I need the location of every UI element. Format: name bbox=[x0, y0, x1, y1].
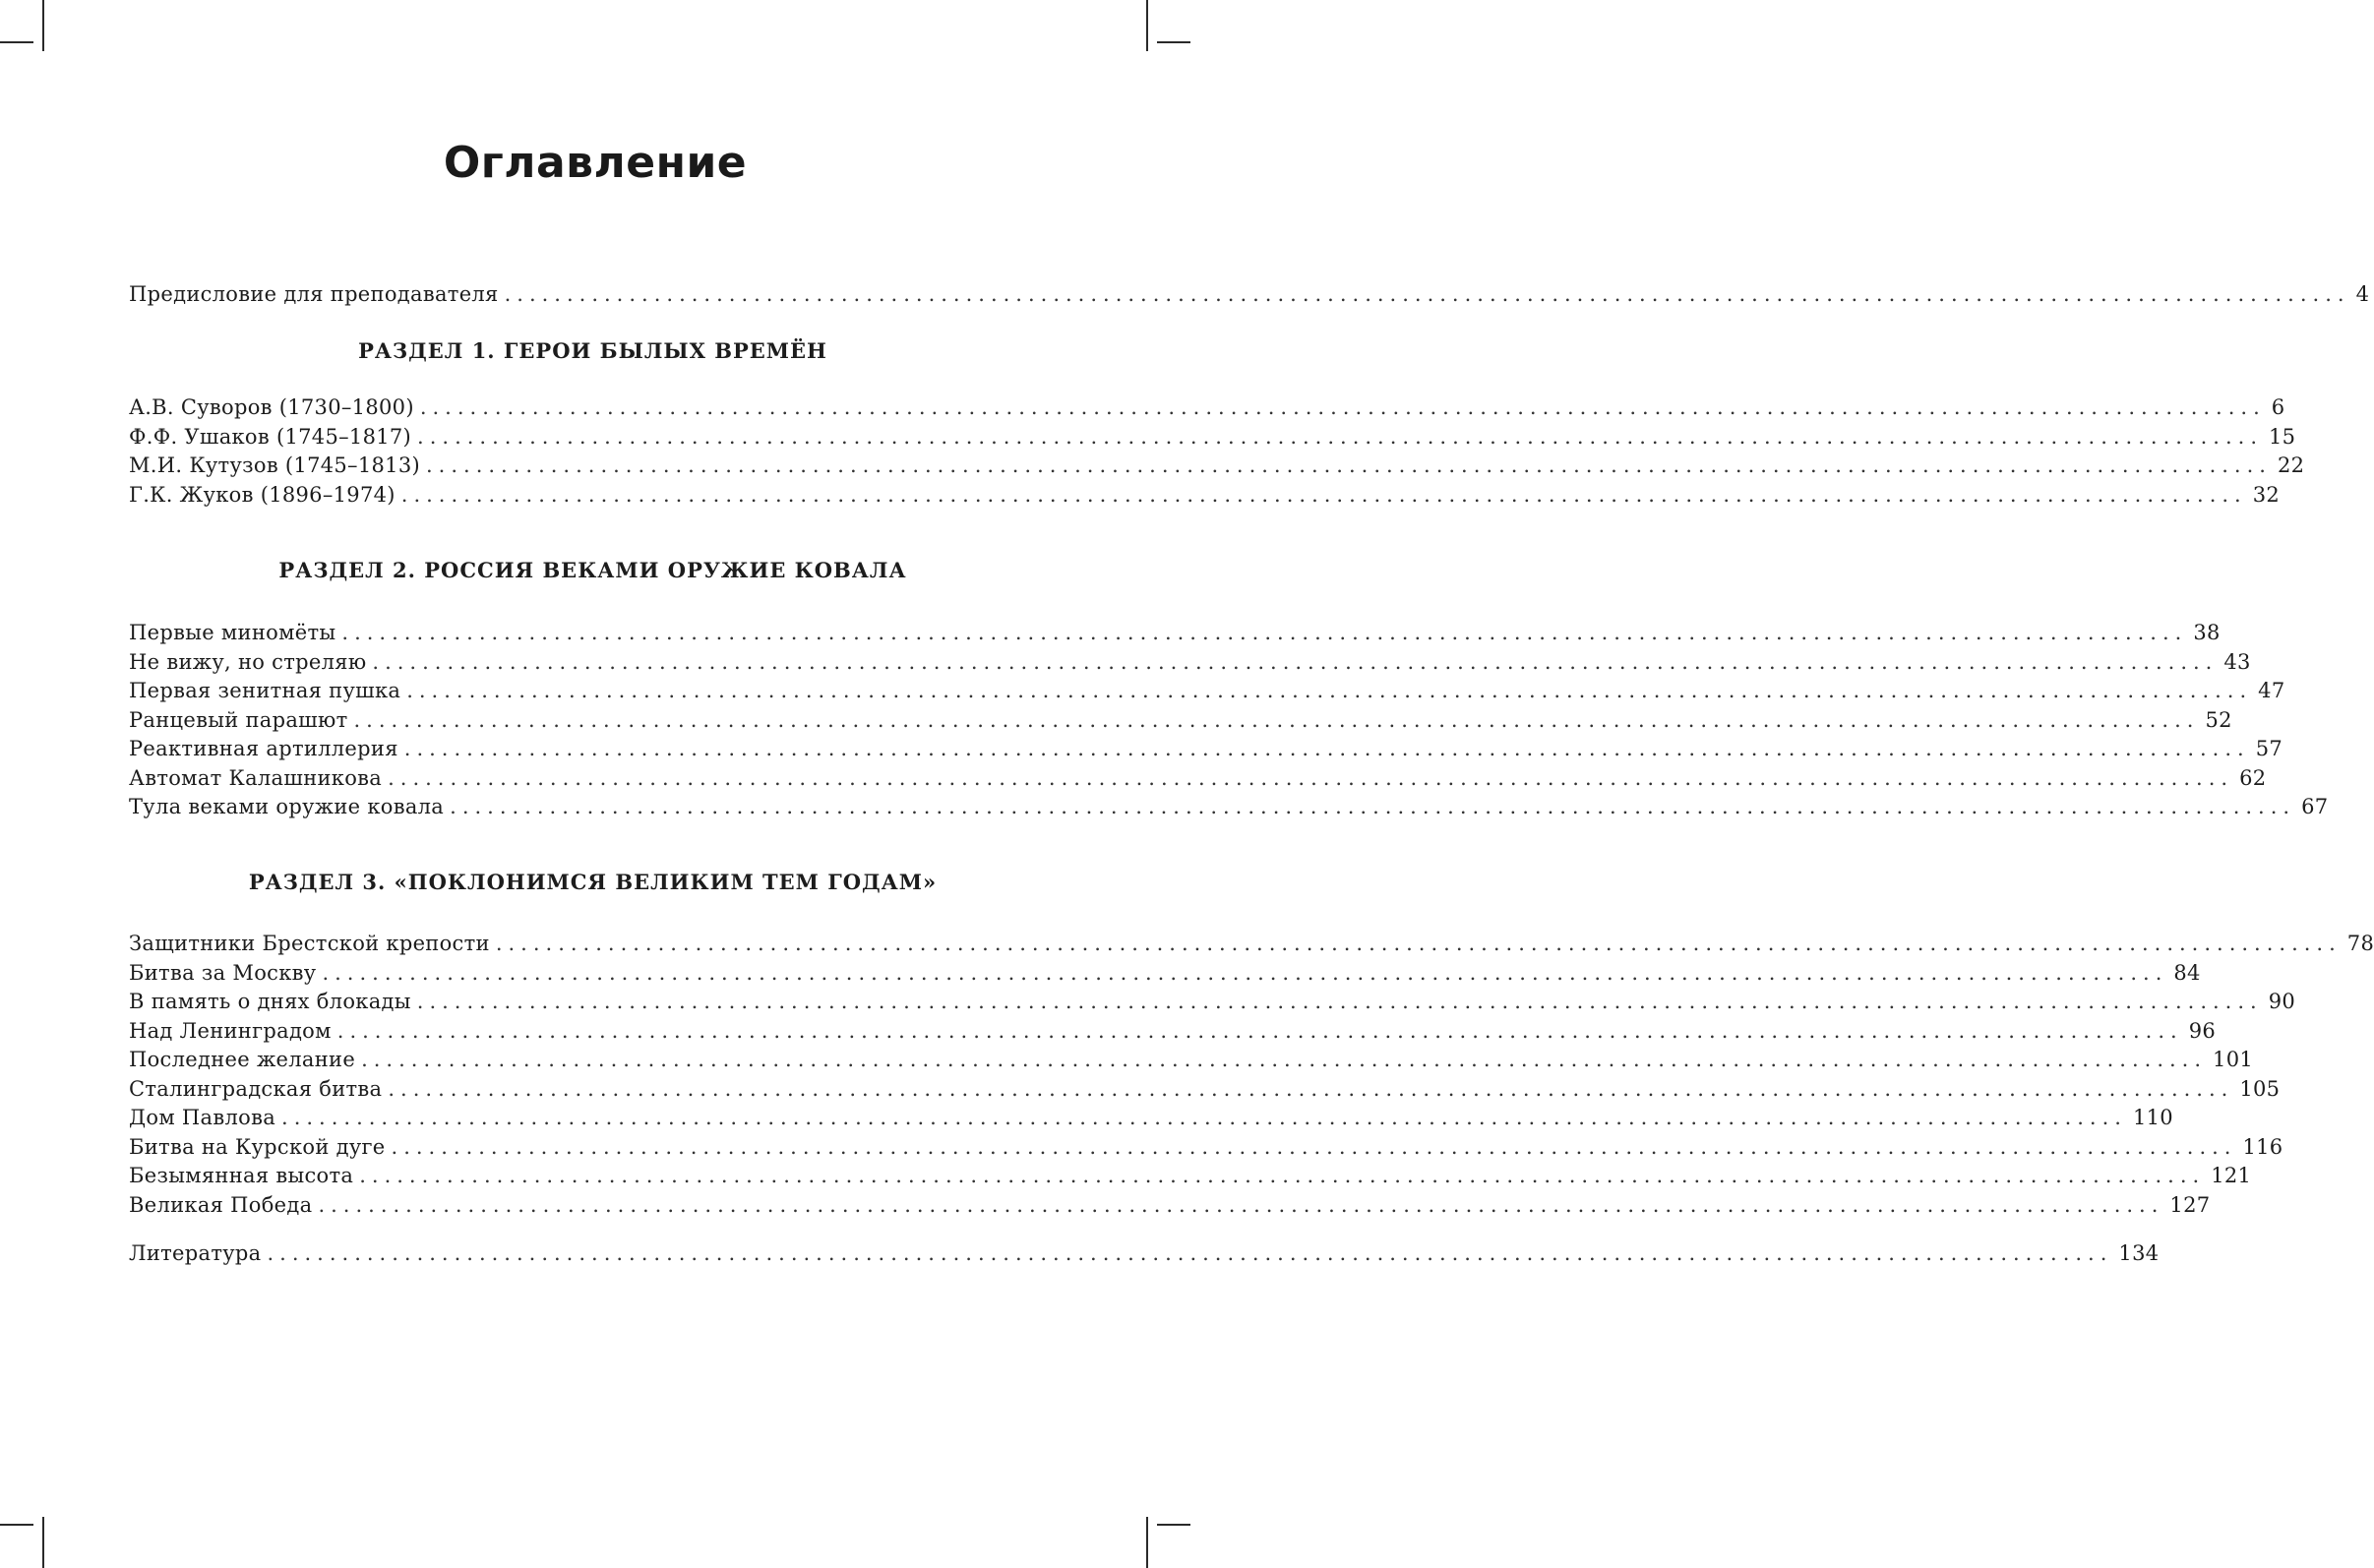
crop-mark-bottom-left bbox=[42, 1517, 44, 1568]
toc-entry-page: 38 bbox=[2193, 621, 2221, 644]
crop-mark-bottom-right bbox=[1146, 1517, 1148, 1568]
toc-entry-page: 84 bbox=[2173, 961, 2201, 985]
toc-entry-page: 67 bbox=[2301, 795, 2329, 818]
toc-entry-preface[interactable] bbox=[129, 279, 2370, 309]
toc-entry[interactable] bbox=[129, 392, 2285, 422]
toc-entry[interactable] bbox=[129, 1132, 2283, 1162]
toc-entry[interactable] bbox=[129, 1190, 2211, 1220]
toc-entry-title: Ранцевый парашют bbox=[129, 708, 348, 732]
page-title: Оглавление bbox=[443, 138, 748, 188]
dot-leader: .................................................................................................................................................... bbox=[361, 1048, 2208, 1071]
toc-entry-page: 110 bbox=[2132, 1106, 2173, 1129]
dot-leader: .................................................................................................................................................... bbox=[388, 766, 2234, 790]
toc-entry[interactable] bbox=[129, 1074, 2281, 1104]
toc-entry-title: Сталинградская битва bbox=[129, 1077, 383, 1101]
toc-entry-literature[interactable] bbox=[129, 1238, 2160, 1268]
dot-leader: .................................................................................................................................................... bbox=[341, 621, 2188, 644]
toc-entry-page: 32 bbox=[2252, 483, 2281, 507]
dot-leader: .................................................................................................................................................... bbox=[504, 282, 2350, 306]
dot-leader: .................................................................................................................................................... bbox=[417, 425, 2263, 449]
toc-entry-title: Предисловие для преподавателя bbox=[129, 282, 499, 306]
toc-entry[interactable] bbox=[129, 705, 2232, 735]
toc-entry-page: 52 bbox=[2205, 708, 2232, 732]
toc-entry-title: Битва за Москву bbox=[129, 961, 317, 985]
toc-entry-title: Дом Павлова bbox=[129, 1106, 276, 1129]
toc-entry[interactable] bbox=[129, 1161, 2252, 1190]
toc-entry[interactable] bbox=[129, 734, 2283, 763]
toc-entry-page: 22 bbox=[2277, 453, 2305, 477]
toc-entry[interactable] bbox=[129, 763, 2267, 793]
toc-entry-page: 15 bbox=[2269, 425, 2296, 449]
dot-leader: .................................................................................................................................................... bbox=[322, 961, 2168, 985]
toc-entry-page: 78 bbox=[2346, 932, 2374, 955]
crop-mark-top-right-h bbox=[1157, 41, 1190, 43]
dot-leader: .................................................................................................................................................... bbox=[372, 650, 2219, 674]
toc-entry-page: 134 bbox=[2118, 1241, 2160, 1265]
dot-leader: .................................................................................................................................................... bbox=[267, 1241, 2113, 1265]
dot-leader: .................................................................................................................................................... bbox=[400, 483, 2247, 507]
toc-entry-page: 105 bbox=[2239, 1077, 2281, 1101]
dot-leader: .................................................................................................................................................... bbox=[403, 737, 2250, 760]
toc-entry-title: М.И. Кутузов (1745–1813) bbox=[129, 453, 420, 477]
toc-entry-page: 57 bbox=[2255, 737, 2283, 760]
dot-leader: .................................................................................................................................................... bbox=[318, 1193, 2164, 1217]
toc-entry-page: 116 bbox=[2242, 1135, 2283, 1159]
toc-entry[interactable] bbox=[129, 987, 2296, 1016]
toc-entry-title: Ф.Ф. Ушаков (1745–1817) bbox=[129, 425, 412, 449]
crop-mark-bottom-left-h bbox=[0, 1524, 33, 1526]
toc-entry[interactable] bbox=[129, 958, 2201, 988]
section-heading-2: РАЗДЕЛ 2. РОССИЯ ВЕКАМИ ОРУЖИЕ КОВАЛА bbox=[278, 558, 907, 582]
dot-leader: .................................................................................................................................................... bbox=[419, 395, 2266, 419]
dot-leader: .................................................................................................................................................... bbox=[281, 1106, 2127, 1129]
toc-entry[interactable] bbox=[129, 1016, 2217, 1046]
toc-entry[interactable] bbox=[129, 451, 2305, 480]
toc-entry-title: Первая зенитная пушка bbox=[129, 679, 401, 702]
toc-entry-title: Безымянная высота bbox=[129, 1164, 354, 1187]
toc-entry-page: 127 bbox=[2169, 1193, 2211, 1217]
toc-entry-title: Защитники Брестской крепости bbox=[129, 932, 490, 955]
section-heading-1: РАЗДЕЛ 1. ГЕРОИ БЫЛЫХ ВРЕМЁН bbox=[358, 338, 827, 363]
toc-entry[interactable] bbox=[129, 929, 2374, 958]
dot-leader: .................................................................................................................................................... bbox=[388, 1077, 2234, 1101]
toc-entry-title: Литература bbox=[129, 1241, 262, 1265]
toc-entry[interactable] bbox=[129, 618, 2221, 647]
crop-mark-top-left bbox=[42, 0, 44, 51]
toc-entry-title: Великая Победа bbox=[129, 1193, 313, 1217]
toc-entry-page: 47 bbox=[2258, 679, 2285, 702]
toc-entry-page: 4 bbox=[2355, 282, 2370, 306]
toc-entry-title: Первые миномёты bbox=[129, 621, 336, 644]
toc-entry-title: Битва на Курской дуге bbox=[129, 1135, 386, 1159]
toc-entry-page: 90 bbox=[2268, 990, 2296, 1013]
toc-entry-page: 96 bbox=[2188, 1019, 2217, 1043]
toc-entry-page: 6 bbox=[2271, 395, 2285, 419]
toc-entry-page: 62 bbox=[2239, 766, 2267, 790]
toc-entry[interactable] bbox=[129, 422, 2296, 452]
toc-entry[interactable] bbox=[129, 792, 2329, 821]
section-heading-3: РАЗДЕЛ 3. «ПОКЛОНИМСЯ ВЕЛИКИМ ТЕМ ГОДАМ» bbox=[248, 870, 938, 894]
toc-entry-title: Не вижу, но стреляю bbox=[129, 650, 367, 674]
toc-entry[interactable] bbox=[129, 480, 2281, 510]
dot-leader: .................................................................................................................................................... bbox=[426, 453, 2272, 477]
toc-entry[interactable] bbox=[129, 1045, 2254, 1074]
dot-leader: .................................................................................................................................................... bbox=[406, 679, 2253, 702]
toc-entry-title: Г.К. Жуков (1896–1974) bbox=[129, 483, 396, 507]
toc-entry[interactable] bbox=[129, 676, 2285, 705]
dot-leader: .................................................................................................................................................... bbox=[450, 795, 2296, 818]
dot-leader: .................................................................................................................................................... bbox=[495, 932, 2342, 955]
toc-entry-title: В память о днях блокады bbox=[129, 990, 411, 1013]
dot-leader: .................................................................................................................................................... bbox=[359, 1164, 2206, 1187]
toc-entry-title: Тула веками оружие ковала bbox=[129, 795, 445, 818]
dot-leader: .................................................................................................................................................... bbox=[416, 990, 2263, 1013]
toc-entry[interactable] bbox=[129, 647, 2251, 677]
toc-entry-page: 101 bbox=[2213, 1048, 2254, 1071]
toc-entry-page: 43 bbox=[2223, 650, 2251, 674]
dot-leader: .................................................................................................................................................... bbox=[391, 1135, 2237, 1159]
toc-entry-title: А.В. Суворов (1730–1800) bbox=[129, 395, 414, 419]
crop-mark-bottom-right-h bbox=[1157, 1524, 1190, 1526]
toc-entry-title: Над Ленинградом bbox=[129, 1019, 332, 1043]
toc-entry-title: Последнее желание bbox=[129, 1048, 356, 1071]
toc-entry[interactable] bbox=[129, 1103, 2173, 1132]
crop-mark-top-left-h bbox=[0, 41, 33, 43]
toc-entry-title: Реактивная артиллерия bbox=[129, 737, 398, 760]
crop-mark-top-right bbox=[1146, 0, 1148, 51]
toc-entry-title: Автомат Калашникова bbox=[129, 766, 383, 790]
dot-leader: .................................................................................................................................................... bbox=[336, 1019, 2183, 1043]
toc-entry-page: 121 bbox=[2211, 1164, 2252, 1187]
dot-leader: .................................................................................................................................................... bbox=[353, 708, 2200, 732]
